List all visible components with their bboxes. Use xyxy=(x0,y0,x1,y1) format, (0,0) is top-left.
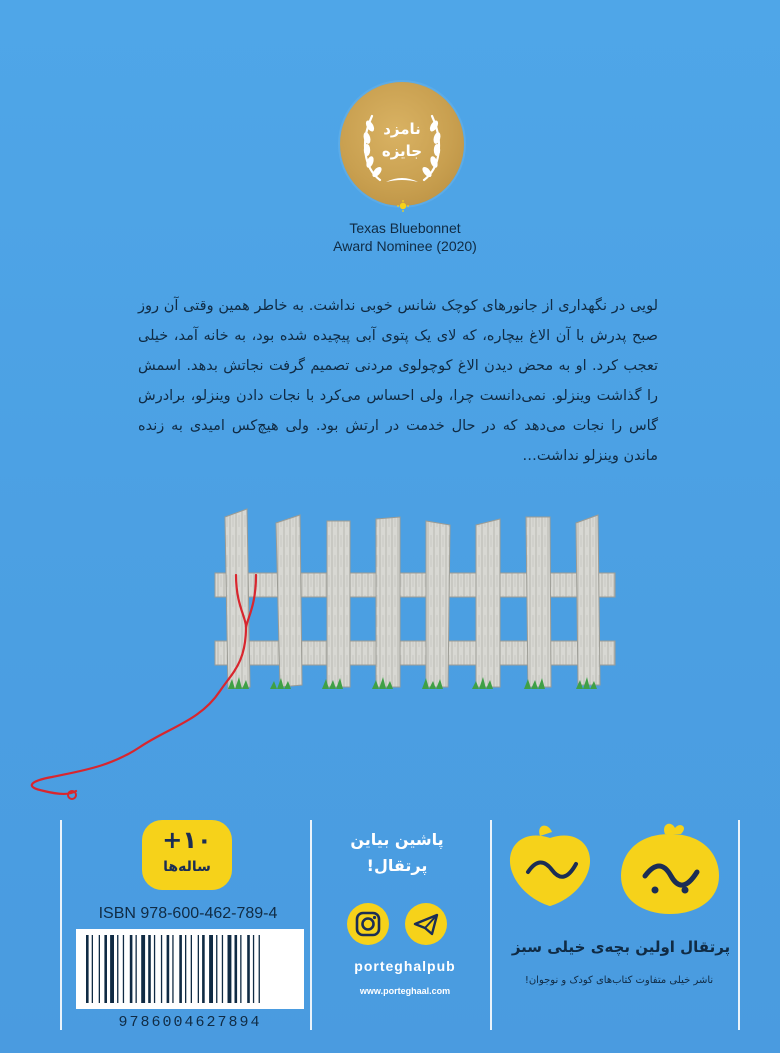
barcode-bar xyxy=(130,935,133,1003)
award-seal xyxy=(340,82,464,206)
follow-callout xyxy=(322,827,472,879)
barcode-bar xyxy=(92,935,93,1003)
divider-2 xyxy=(490,820,492,1030)
barcode-bar xyxy=(136,935,137,1003)
publisher-subline: ناشر خیلی متفاوت کتاب‌های کودک و نوجوان! xyxy=(524,975,714,986)
website-link[interactable]: www.porteghaal.com xyxy=(359,986,451,996)
seal-line2: جایزه xyxy=(381,142,423,160)
award-caption-line2: Award Nominee (2020) xyxy=(333,238,477,254)
barcode-bar xyxy=(216,935,217,1003)
left-divider xyxy=(60,820,62,1030)
barcode-bar xyxy=(172,935,173,1003)
award-caption xyxy=(300,219,510,255)
barcode-bar xyxy=(110,935,114,1003)
isbn-label: ISBN 978-600-462-789-4 xyxy=(98,905,278,922)
follow-line1: پاشین بیاین xyxy=(350,830,444,849)
barcode-bar xyxy=(86,935,89,1003)
age-badge-number: +۱۰ xyxy=(162,826,212,854)
barcode-bar xyxy=(209,935,213,1003)
barcode-bar xyxy=(240,935,241,1003)
social-handle[interactable]: porteghalpub xyxy=(354,958,456,974)
publisher-tagline: پرتقال اولین بچه‌ی خیلی سبز xyxy=(511,938,731,956)
barcode-bar xyxy=(141,935,145,1003)
barcode-bar xyxy=(104,935,107,1003)
barcode-bar xyxy=(259,935,260,1003)
barcode-bar xyxy=(185,935,186,1003)
barcode-bar xyxy=(191,935,192,1003)
barcode xyxy=(76,929,304,1009)
barcode-bar xyxy=(247,935,250,1003)
barcode-bar xyxy=(167,935,170,1003)
barcode-bar xyxy=(222,935,223,1003)
barcode-bar xyxy=(123,935,124,1003)
barcode-bar xyxy=(117,935,118,1003)
barcode-bar xyxy=(228,935,232,1003)
porteghal-logo xyxy=(615,820,725,916)
divider-1 xyxy=(310,820,312,1030)
barcode-bars xyxy=(76,929,304,1009)
age-badge-label: ساله‌ها xyxy=(163,859,211,875)
barcode-bar xyxy=(148,935,151,1003)
age-badge xyxy=(142,820,232,890)
seal-line1: نامزد xyxy=(383,120,421,138)
kheili-sabz-logo xyxy=(500,820,600,910)
barcode-bar xyxy=(235,935,238,1003)
barcode-bar xyxy=(179,935,182,1003)
barcode-bar xyxy=(198,935,199,1003)
barcode-bar xyxy=(99,935,100,1003)
fence-illustration xyxy=(0,495,780,825)
instagram-icon[interactable] xyxy=(346,902,390,946)
sun-icon xyxy=(397,200,409,212)
barcode-bar xyxy=(202,935,205,1003)
synopsis xyxy=(138,291,658,471)
barcode-digits: 9786004627894 xyxy=(118,1014,262,1031)
barcode-bar xyxy=(154,935,155,1003)
award-caption-line1: Texas Bluebonnet xyxy=(349,220,461,236)
right-divider xyxy=(738,820,740,1030)
barcode-bar xyxy=(161,935,162,1003)
barcode-bar xyxy=(253,935,254,1003)
telegram-icon[interactable] xyxy=(404,902,448,946)
follow-line2: پرتقال! xyxy=(366,856,428,875)
synopsis-text: لویی در نگهداری از جانورهای کوچک شانس خوبی نداشت. به خاطر همین وقتی آن روز صبح پدرش با آن الاغ بیچاره، که لای یک پتوی آبی پیچیده شده بود، به خانه آمد، خیلی تعجب کرد. او به محض دیدن الاغ کوچولوی مردنی تصمیم گرفت نجاتش بدهد. اسمش را گذاشت وینزلو. نمی‌دانست چرا، ولی احساس می‌کرد با نجات دادن وینزلو، برادرش گاس را نجات می‌دهد که در حال خدمت در ارتش بود. ولی هیچ‌کس امیدی به زنده ماندن وینزلو نداشت… xyxy=(138,298,658,464)
